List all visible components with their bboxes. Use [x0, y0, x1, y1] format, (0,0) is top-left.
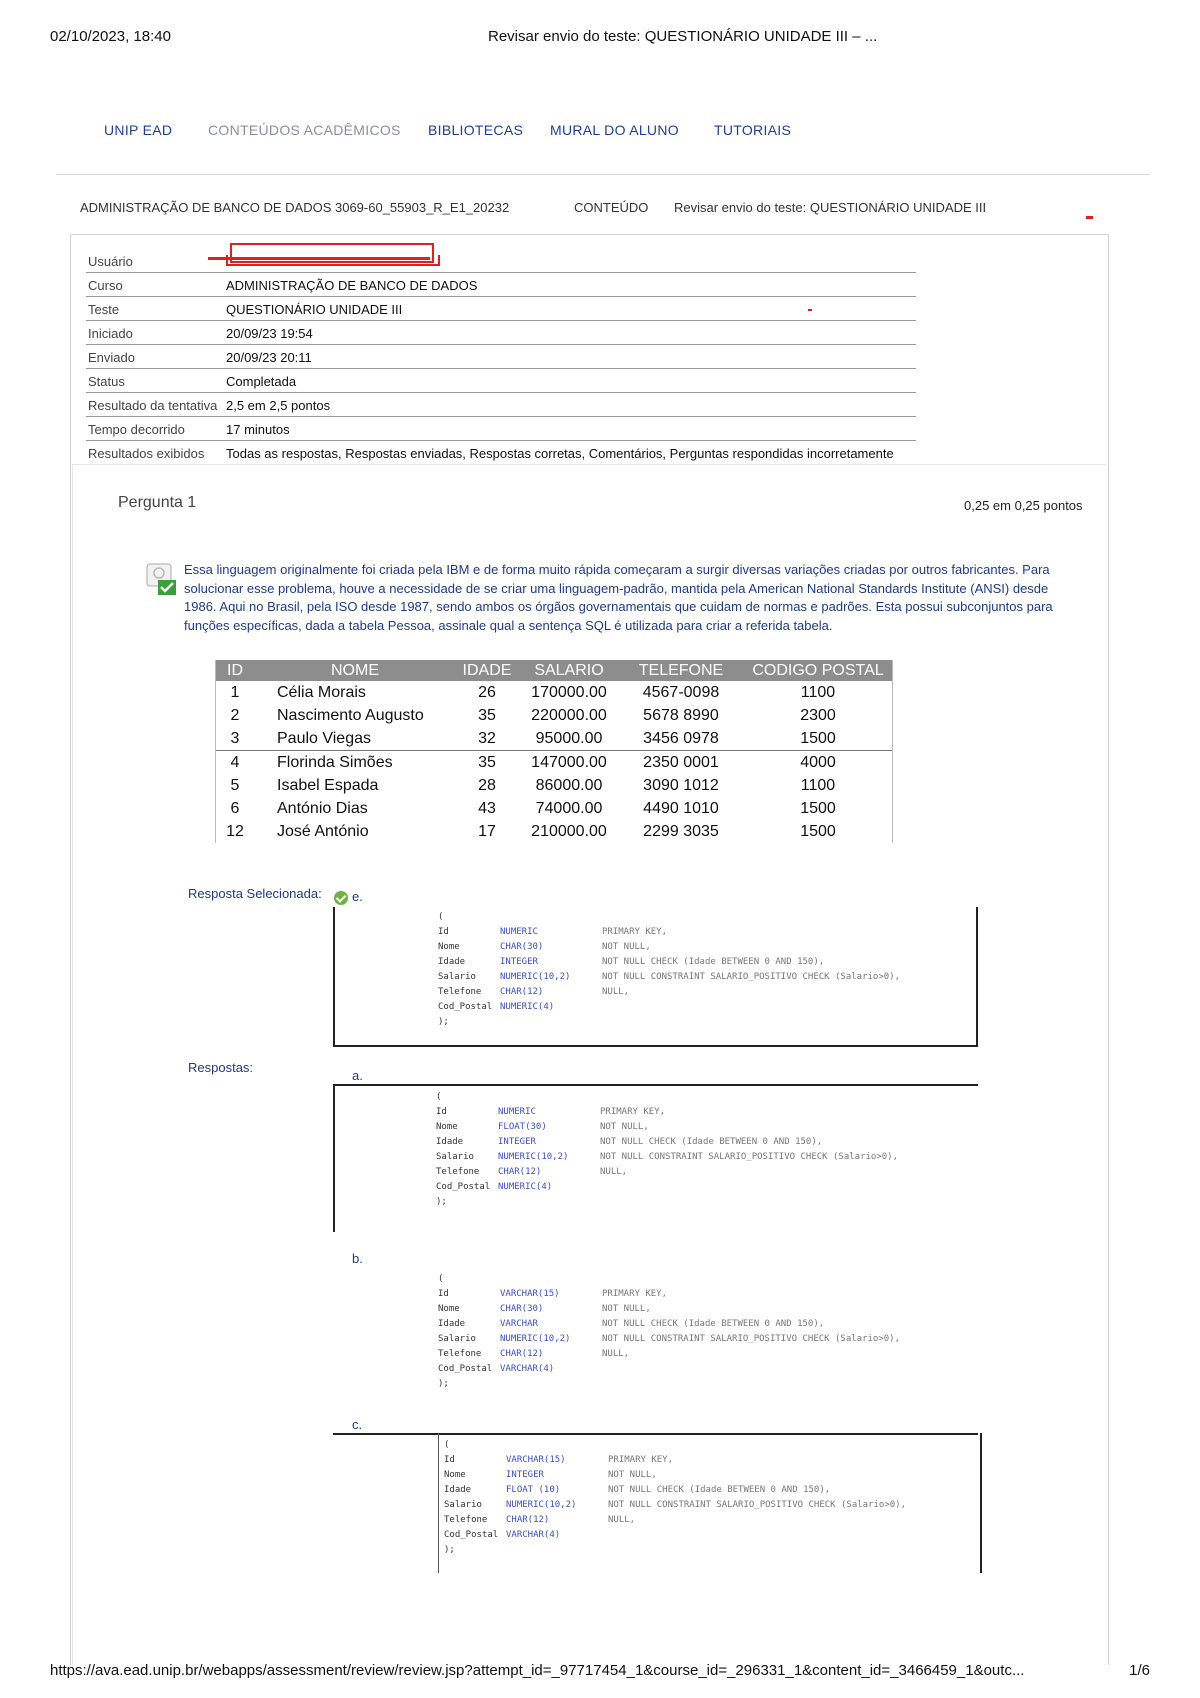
code-column-constraint: NOT NULL CHECK (Idade BETWEEN 0 AND 150), — [602, 957, 825, 967]
table-cell: 3456 0978 — [619, 727, 743, 751]
code-column-constraint: NOT NULL CONSTRAINT SALARIO_POSITIVO CHECK (Salario>0), — [608, 1500, 907, 1510]
table-header: CODIGO POSTAL — [743, 660, 893, 681]
table-header: ID — [215, 660, 255, 681]
code-column-name: ); — [444, 1545, 455, 1555]
info-key: Iniciado — [88, 326, 133, 341]
code-column-name: ( — [438, 1274, 444, 1284]
nav-bibliotecas[interactable]: BIBLIOTECAS — [428, 122, 524, 138]
table-cell: Isabel Espada — [277, 776, 379, 794]
option-letter-b: b. — [352, 1251, 363, 1266]
code-column-constraint: NOT NULL CONSTRAINT SALARIO_POSITIVO CHECK (Salario>0), — [600, 1152, 899, 1162]
code-column-type: CHAR(12) — [498, 1167, 542, 1177]
code-column-type: NUMERIC(4) — [498, 1182, 553, 1192]
nav-conteudos-academicos[interactable]: CONTEÚDOS ACADÊMICOS — [208, 122, 401, 138]
code-column-type: VARCHAR(15) — [500, 1289, 560, 1299]
code-column-constraint: NOT NULL CHECK (Idade BETWEEN 0 AND 150), — [600, 1137, 823, 1147]
info-key: Resultado da tentativa — [88, 398, 218, 413]
code-column-type: NUMERIC(10,2) — [500, 1334, 571, 1344]
print-datetime: 02/10/2023, 18:40 — [50, 28, 171, 45]
table-cell: 220000.00 — [531, 706, 607, 724]
table-cell: António Dias — [277, 799, 368, 817]
table-row — [215, 704, 893, 727]
option-letter-c: c. — [352, 1417, 363, 1432]
info-value: 2,5 em 2,5 pontos — [226, 398, 331, 413]
table-cell: 43 — [478, 799, 496, 817]
code-column-name: Id — [436, 1107, 447, 1117]
nav-tutoriais[interactable]: TUTORIAIS — [714, 122, 792, 138]
code-column-constraint: NULL, — [600, 1167, 628, 1177]
code-column-type: NUMERIC(10,2) — [500, 972, 571, 982]
code-column-name: Id — [438, 1289, 449, 1299]
table-row — [215, 751, 893, 775]
code-column-constraint: PRIMARY KEY, — [608, 1455, 674, 1465]
code-column-constraint: NOT NULL CHECK (Idade BETWEEN 0 AND 150), — [608, 1485, 831, 1495]
code-column-type: INTEGER — [506, 1470, 544, 1480]
table-cell: 5678 8990 — [643, 706, 719, 724]
print-title: Revisar envio do teste: QUESTIONÁRIO UNIDADE III – ... — [488, 28, 878, 45]
breadcrumb-course[interactable]: ADMINISTRAÇÃO DE BANCO DE DADOS 3069-60_55903_R_E1_20232 — [80, 200, 510, 215]
code-column-name: Salario — [444, 1500, 482, 1510]
info-value: QUESTIONÁRIO UNIDADE III — [226, 302, 403, 317]
code-column-type: VARCHAR(4) — [506, 1530, 561, 1540]
code-column-type: NUMERIC — [498, 1107, 536, 1117]
table-cell: 2 — [230, 706, 240, 724]
info-value: 17 minutos — [226, 422, 290, 437]
code-column-constraint: NOT NULL, — [602, 942, 651, 952]
code-column-constraint: NOT NULL CONSTRAINT SALARIO_POSITIVO CHECK (Salario>0), — [602, 972, 901, 982]
info-key: Teste — [88, 302, 120, 317]
code-column-type: VARCHAR(15) — [506, 1455, 566, 1465]
code-column-constraint: NOT NULL CHECK (Idade BETWEEN 0 AND 150), — [602, 1319, 825, 1329]
selected-answer-label: Resposta Selecionada: — [188, 886, 322, 901]
redaction-mark-small — [808, 309, 812, 311]
answer-box-border — [333, 1084, 978, 1086]
code-column-name: Salario — [438, 1334, 476, 1344]
code-column-name: Cod_Postal — [438, 1364, 493, 1374]
code-column-name: ( — [436, 1092, 442, 1102]
table-cell: 4567-0098 — [642, 683, 720, 701]
table-header: TELEFONE — [619, 660, 743, 681]
code-column-constraint: NULL, — [602, 1349, 630, 1359]
table-cell: Célia Morais — [277, 683, 366, 701]
table-cell: 170000.00 — [531, 683, 607, 701]
info-value: 20/09/23 19:54 — [226, 326, 313, 341]
code-column-type: CHAR(12) — [506, 1515, 550, 1525]
answer-box-border — [980, 1433, 982, 1573]
table-cell: 4000 — [800, 753, 836, 771]
code-column-type: VARCHAR — [500, 1319, 538, 1329]
print-url: https://ava.ead.unip.br/webapps/assessment/review/review.jsp?attempt_id=_97717454_1&course_id=_296331_1&content_id=_3466459_1&outc... — [50, 1662, 1025, 1679]
code-column-constraint: NOT NULL CONSTRAINT SALARIO_POSITIVO CHECK (Salario>0), — [602, 1334, 901, 1344]
code-column-constraint: NOT NULL, — [602, 1304, 651, 1314]
table-cell: 1500 — [800, 822, 836, 840]
answers-label: Respostas: — [188, 1060, 254, 1075]
info-row-curso — [86, 273, 916, 297]
table-cell: 28 — [478, 776, 496, 794]
attempt-info-table — [86, 249, 916, 464]
info-row-usuario — [86, 249, 916, 273]
table-cell: 74000.00 — [535, 799, 603, 817]
code-column-type: VARCHAR(4) — [500, 1364, 555, 1374]
info-row-status — [86, 369, 916, 393]
print-page-number: 1/6 — [1129, 1662, 1150, 1679]
code-column-name: Nome — [444, 1470, 466, 1480]
info-value: Completada — [226, 374, 297, 389]
code-column-name: Nome — [436, 1122, 458, 1132]
code-column-name: Telefone — [438, 1349, 482, 1359]
code-column-type: INTEGER — [500, 957, 538, 967]
code-column-constraint: PRIMARY KEY, — [602, 927, 668, 937]
table-cell: 1100 — [800, 683, 836, 701]
code-column-type: NUMERIC — [500, 927, 538, 937]
info-row-tempo — [86, 417, 916, 441]
code-column-name: Salario — [436, 1152, 474, 1162]
info-key: Resultados exibidos — [88, 446, 205, 461]
correct-answer-icon — [144, 562, 178, 596]
code-column-name: Idade — [444, 1485, 472, 1495]
code-column-constraint: NULL, — [608, 1515, 636, 1525]
nav-unip-ead[interactable]: UNIP EAD — [104, 122, 173, 138]
question-points: 0,25 em 0,25 pontos — [964, 498, 1083, 513]
code-column-type: CHAR(12) — [500, 987, 544, 997]
question-text: Essa linguagem originalmente foi criada pela IBM e de forma muito rápida começaram a surgir diversas variações criadas por outros fabricantes. Para solucionar esse problema, houve a necessidade de se criar uma linguagem-padrão, mantida pela American National Standards Institute (ANSI) desde 1986. Aqui no Brasil, pela ISO desde 1987, sendo ambos os órgãos governamentais que cuidam de normas e padrões. Esta possui subconjuntos para funções específicas, dada a tabela Pessoa, assinale qual a sentença SQL é utilizada para criar a referida tabela. — [184, 562, 1053, 633]
code-column-name: Nome — [438, 1304, 460, 1314]
answer-box-border — [333, 1084, 335, 1232]
table-row — [215, 820, 893, 843]
table-row — [215, 797, 893, 820]
code-column-name: Telefone — [444, 1515, 488, 1525]
table-cell: 3 — [215, 727, 255, 751]
option-letter-e: e. — [352, 889, 363, 904]
code-column-constraint: NOT NULL, — [608, 1470, 657, 1480]
info-key: Usuário — [88, 254, 133, 269]
table-cell: 95000.00 — [519, 727, 619, 751]
table-cell: 17 — [478, 822, 496, 840]
info-row-enviado — [86, 345, 916, 369]
code-column-name: ); — [438, 1017, 449, 1027]
code-column-constraint: NULL, — [602, 987, 630, 997]
table-header: NOME — [255, 660, 455, 681]
table-cell: 147000.00 — [531, 753, 607, 771]
code-column-name: ( — [438, 912, 444, 922]
answer-box-border — [333, 1433, 978, 1435]
table-cell: 35 — [478, 753, 496, 771]
info-value: ADMINISTRAÇÃO DE BANCO DE DADOS — [226, 278, 478, 293]
code-column-name: ); — [438, 1379, 449, 1389]
table-cell: Paulo Viegas — [255, 727, 455, 751]
table-header: IDADE — [455, 660, 519, 681]
table-cell: 32 — [455, 727, 519, 751]
answer-box-border — [976, 907, 978, 1047]
info-row-iniciado — [86, 321, 916, 345]
pessoa-table — [215, 660, 893, 843]
code-column-name: Idade — [436, 1137, 464, 1147]
code-column-type: NUMERIC(4) — [500, 1002, 555, 1012]
table-cell: 2350 0001 — [643, 753, 719, 771]
code-column-name: Telefone — [436, 1167, 480, 1177]
redaction-mark — [1086, 216, 1093, 219]
table-cell: Nascimento Augusto — [277, 706, 424, 724]
info-key: Curso — [88, 278, 123, 293]
code-column-type: FLOAT(30) — [498, 1122, 547, 1132]
code-column-type: FLOAT (10) — [506, 1485, 561, 1495]
breadcrumb-section[interactable]: CONTEÚDO — [574, 200, 649, 215]
table-cell: 6 — [230, 799, 240, 817]
info-key: Tempo decorrido — [88, 422, 185, 437]
code-column-name: Idade — [438, 1319, 466, 1329]
table-header-row — [215, 660, 893, 681]
table-cell: 86000.00 — [535, 776, 603, 794]
info-value: 20/09/23 20:11 — [226, 350, 312, 365]
user-redaction-line — [208, 257, 430, 260]
table-row — [215, 774, 893, 797]
code-column-type: CHAR(30) — [500, 1304, 544, 1314]
table-cell: 12 — [226, 822, 244, 840]
code-column-name: ); — [436, 1197, 447, 1207]
code-column-name: Id — [444, 1455, 455, 1465]
code-column-type: CHAR(30) — [500, 942, 544, 952]
table-cell: José António — [277, 822, 369, 840]
code-column-type: INTEGER — [498, 1137, 536, 1147]
code-column-type: NUMERIC(10,2) — [498, 1152, 569, 1162]
table-cell: 4 — [230, 753, 240, 771]
info-row-teste — [86, 297, 916, 321]
code-column-type: NUMERIC(10,2) — [506, 1500, 577, 1510]
table-cell: 35 — [478, 706, 496, 724]
table-cell: 2300 — [800, 706, 836, 724]
table-cell: 1 — [230, 683, 240, 701]
table-cell: 1500 — [800, 799, 836, 817]
code-column-name: Id — [438, 927, 449, 937]
table-row — [215, 681, 893, 704]
answer-box-border — [438, 1433, 439, 1573]
code-column-constraint: NOT NULL, — [600, 1122, 649, 1132]
table-cell: 2299 3035 — [643, 822, 719, 840]
code-column-name: ( — [444, 1440, 450, 1450]
table-row — [215, 727, 893, 751]
info-value: Todas as respostas, Respostas enviadas, Respostas corretas, Comentários, Perguntas respondidas incorretamente — [226, 446, 894, 461]
info-key: Status — [88, 374, 125, 389]
code-column-name: Idade — [438, 957, 466, 967]
answer-box-border — [333, 907, 335, 1047]
breadcrumb-page: Revisar envio do teste: QUESTIONÁRIO UNIDADE III — [674, 200, 987, 215]
question-title: Pergunta 1 — [118, 494, 197, 511]
code-column-constraint: PRIMARY KEY, — [600, 1107, 666, 1117]
answer-box-border — [333, 1045, 978, 1047]
table-cell: 210000.00 — [531, 822, 607, 840]
info-row-resultado — [86, 393, 916, 417]
code-column-name: Cod_Postal — [436, 1182, 491, 1192]
code-column-constraint: PRIMARY KEY, — [602, 1289, 668, 1299]
table-cell: 1100 — [800, 776, 836, 794]
table-cell: 5 — [230, 776, 240, 794]
table-cell: 1500 — [743, 727, 893, 751]
code-column-name: Salario — [438, 972, 476, 982]
correct-check-icon — [334, 891, 348, 905]
code-column-name: Cod_Postal — [438, 1002, 493, 1012]
code-column-type: CHAR(12) — [500, 1349, 544, 1359]
code-column-name: Telefone — [438, 987, 482, 997]
table-cell: Florinda Simões — [277, 753, 393, 771]
table-cell: 3090 1012 — [643, 776, 719, 794]
table-cell: 4490 1010 — [643, 799, 719, 817]
nav-divider — [56, 174, 1150, 175]
info-key: Enviado — [88, 350, 135, 365]
option-letter-a: a. — [352, 1068, 363, 1083]
code-column-name: Cod_Postal — [444, 1530, 499, 1540]
nav-mural-do-aluno[interactable]: MURAL DO ALUNO — [550, 122, 679, 138]
code-column-name: Nome — [438, 942, 460, 952]
table-cell: 26 — [478, 683, 496, 701]
info-row-resultados-exibidos — [86, 441, 916, 464]
table-header: SALARIO — [519, 660, 619, 681]
